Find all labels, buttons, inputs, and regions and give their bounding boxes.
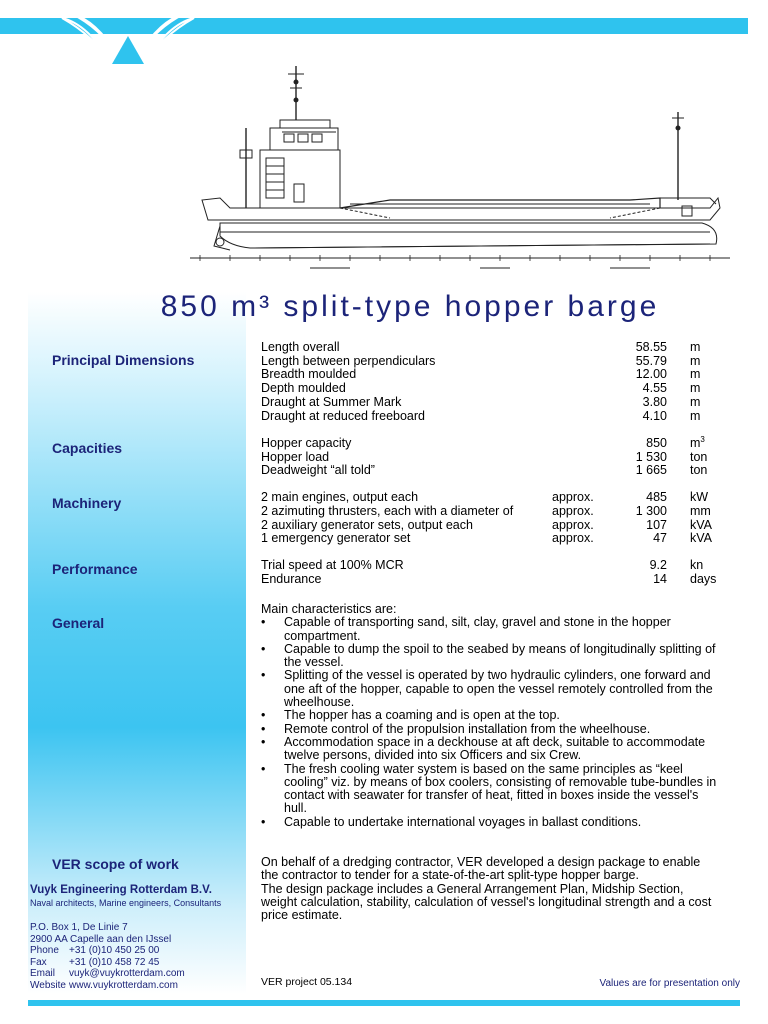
- spec-value: 107: [646, 518, 667, 532]
- section-performance: Performance: [52, 561, 138, 577]
- spec-label: 2 auxiliary generator sets, output each: [261, 518, 473, 532]
- list-item: • Capable of transporting sand, silt, clay, gravel and stone in the hopper compartment.: [261, 616, 721, 643]
- list-item: • Capable to dump the spoil to the seabed by means of longitudinally splitting of the vessel.: [261, 643, 721, 670]
- spec-row: [261, 518, 731, 532]
- list-item: • The fresh cooling water system is based on the same principles as “keel cooling” viz. by means of box coolers, consisting of removable tube-bundles in contact with seawater for transfer of heat, fitted in boxes inside the vessel's hull.: [261, 763, 721, 816]
- contact-value: +31 (0)10 450 25 00: [69, 945, 160, 957]
- spec-label: Length overall: [261, 340, 340, 354]
- spec-value: 3.80: [642, 395, 667, 409]
- spec-label: Hopper load: [261, 450, 330, 464]
- spec-value: 9.2: [649, 558, 667, 572]
- presentation-note: Values are for presentation only: [599, 978, 740, 989]
- project-number: VER project 05.134: [261, 976, 353, 988]
- contact-key: Phone: [30, 945, 59, 957]
- spec-label: Hopper capacity: [261, 436, 352, 450]
- section-general: General: [52, 615, 105, 631]
- scope-paragraph-2: The design package includes a General Arrangement Plan, Midship Section, weight calculation, stability, calculation of vessel's longitudinal strength and a cost price estimate.: [261, 881, 712, 923]
- spec-row: [261, 381, 731, 395]
- address-line-2: 2900 AA Capelle aan den IJssel: [30, 933, 172, 945]
- spec-value: 12.00: [635, 367, 667, 381]
- spec-row: [261, 354, 731, 368]
- spec-unit: kW: [690, 490, 709, 504]
- spec-row: [261, 490, 731, 504]
- general-intro: Main characteristics are:: [261, 602, 397, 616]
- spec-unit: [690, 436, 705, 450]
- spec-unit: m: [690, 340, 701, 354]
- spec-row: [261, 572, 731, 586]
- spec-unit: m: [690, 409, 701, 423]
- ship-drawing: [190, 58, 730, 280]
- spec-row: [261, 463, 731, 477]
- list-item: • The hopper has a coaming and is open at the top.: [261, 709, 721, 722]
- spec-approx: approx.: [552, 531, 594, 545]
- scope-text: [261, 856, 721, 922]
- spec-row: [261, 409, 731, 423]
- bottom-accent-bar: [28, 1000, 740, 1006]
- spec-label: Breadth moulded: [261, 367, 357, 381]
- list-item: • Capable to undertake international voyages in ballast conditions.: [261, 816, 721, 829]
- spec-label: 2 azimuting thrusters, each with a diameter of: [261, 504, 514, 518]
- contact-phone: [30, 945, 250, 957]
- spec-value: 485: [646, 490, 667, 504]
- contact-key: Email: [30, 968, 56, 980]
- list-item: • Accommodation space in a deckhouse at aft deck, suitable to accommodate twelve persons, divided into six Officers and six Crew.: [261, 736, 721, 763]
- spec-approx: approx.: [552, 504, 594, 518]
- spec-unit: m: [690, 367, 701, 381]
- contact-key: Fax: [30, 956, 47, 968]
- spec-label: Depth moulded: [261, 381, 346, 395]
- spec-label: Endurance: [261, 572, 322, 586]
- spec-value: 47: [653, 531, 667, 545]
- spec-label: Draught at Summer Mark: [261, 395, 402, 409]
- spec-row: [261, 340, 731, 354]
- company-logo: [48, 6, 208, 72]
- spec-unit-base: m: [690, 436, 701, 450]
- spec-label: Trial speed at 100% MCR: [261, 558, 404, 572]
- spec-row: [261, 531, 731, 545]
- spec-label: Draught at reduced freeboard: [261, 409, 425, 423]
- contact-key: Website: [30, 979, 66, 991]
- spec-unit: ton: [690, 450, 708, 464]
- spec-unit: kVA: [690, 518, 712, 532]
- spec-unit: kn: [690, 558, 704, 572]
- spec-unit: m: [690, 395, 701, 409]
- section-capacities: Capacities: [52, 440, 123, 456]
- spec-unit: kVA: [690, 531, 712, 545]
- contact-value: +31 (0)10 458 72 45: [69, 956, 160, 968]
- section-machinery: Machinery: [52, 495, 122, 511]
- contact-email-link[interactable]: vuyk@vuykrotterdam.com: [69, 968, 185, 980]
- company-tagline: Naval architects, Marine engineers, Consultants: [30, 898, 222, 908]
- company-address: [30, 922, 250, 992]
- company-block: [30, 884, 250, 908]
- spec-row: [261, 367, 731, 381]
- spec-label: Deadweight “all told”: [261, 463, 375, 477]
- general-characteristics: [261, 603, 721, 829]
- section-principal-dimensions: Principal Dimensions: [52, 352, 195, 368]
- company-name: Vuyk Engineering Rotterdam B.V.: [30, 884, 212, 896]
- spec-value: 850: [646, 436, 667, 450]
- address-line-1: P.O. Box 1, De Linie 7: [30, 922, 128, 933]
- spec-row: [261, 558, 731, 572]
- spec-value: 1 300: [635, 504, 667, 518]
- spec-approx: approx.: [552, 490, 594, 504]
- spec-value: 4.10: [642, 409, 667, 423]
- spec-row: [261, 504, 731, 518]
- spec-label: Length between perpendiculars: [261, 354, 436, 368]
- characteristics-list: [261, 616, 721, 829]
- contact-fax: [30, 957, 250, 969]
- spec-value: 55.79: [635, 354, 667, 368]
- spec-value: 1 665: [635, 463, 667, 477]
- spec-unit: m: [690, 381, 701, 395]
- contact-email: [30, 968, 250, 980]
- contact-website: [30, 980, 250, 992]
- spec-unit: ton: [690, 463, 708, 477]
- spec-value: 14: [653, 572, 667, 586]
- spec-unit-superscript: 3: [700, 435, 705, 444]
- spec-unit: mm: [690, 504, 711, 518]
- spec-row: [261, 450, 731, 464]
- section-scope: VER scope of work: [52, 856, 179, 872]
- spec-unit: m: [690, 354, 701, 368]
- list-item: • Remote control of the propulsion installation from the wheelhouse.: [261, 723, 721, 736]
- list-item: • Splitting of the vessel is operated by two hydraulic cylinders, one forward and one aft of the hopper, capable to open the vessel remotely controlled from the wheelhouse.: [261, 669, 721, 709]
- contact-website-link[interactable]: www.vuykrotterdam.com: [69, 979, 178, 991]
- scope-paragraph-1: On behalf of a dredging contractor, VER developed a design package to enable the contractor to tender for a state-of-the-art split-type hopper barge.: [261, 855, 701, 883]
- spec-unit: days: [690, 572, 717, 586]
- spec-value: 58.55: [635, 340, 667, 354]
- spec-label: 2 main engines, output each: [261, 490, 419, 504]
- spec-label: 1 emergency generator set: [261, 531, 411, 545]
- spec-row: [261, 436, 731, 450]
- spec-approx: approx.: [552, 518, 594, 532]
- spec-value: 4.55: [642, 381, 667, 395]
- spec-value: 1 530: [635, 450, 667, 464]
- page-title: 850 m³ split-type hopper barge: [160, 290, 660, 323]
- spec-row: [261, 395, 731, 409]
